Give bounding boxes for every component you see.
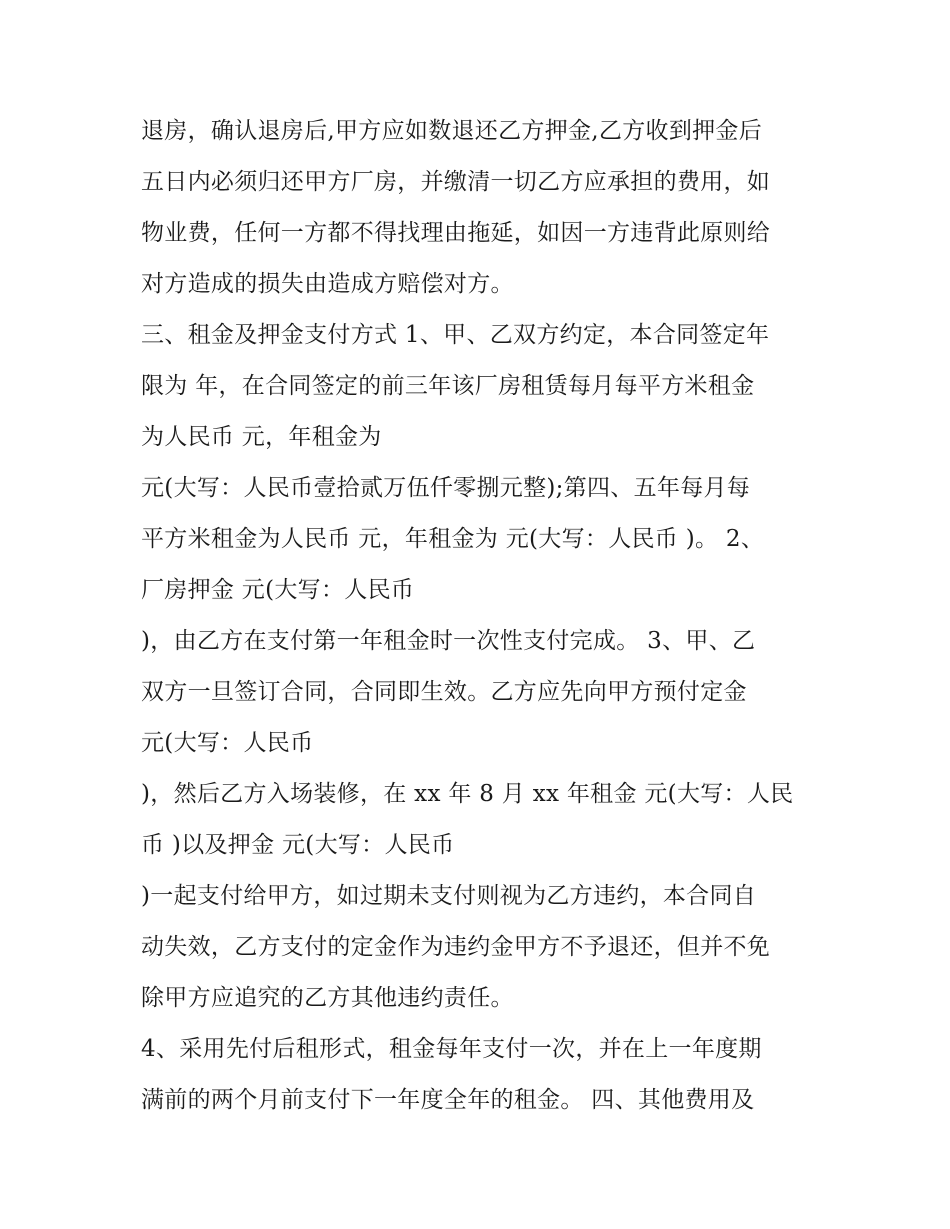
contract-text-body xyxy=(141,106,821,1126)
text-line: 4、采用先付后租形式，租金每年支付一次，并在上一年度期 xyxy=(141,1036,762,1062)
text-line: 退房，确认退房后,甲方应如数退还乙方押金,乙方收到押金后 xyxy=(141,118,763,144)
text-line: 对方造成的损失由造成方赔偿对方。 xyxy=(141,271,514,297)
text-line: 币 )以及押金 元(大写：人民币 xyxy=(141,832,455,858)
text-line: 三、租金及押金支付方式 1、甲、乙双方约定，本合同签定年 xyxy=(141,322,770,348)
text-line: 厂房押金 元(大写：人民币 xyxy=(141,577,415,603)
text-line: 物业费，任何一方都不得找理由拖延，如因一方违背此原则给 xyxy=(141,220,771,246)
text-line: 元(大写：人民币 xyxy=(141,730,314,756)
text-line: 为人民币 元，年租金为 xyxy=(141,424,382,450)
text-line: 除甲方应追究的乙方其他违约责任。 xyxy=(141,985,514,1011)
text-line: 平方米租金为人民币 元，年租金为 元(大写：人民币 )。 2、 xyxy=(141,526,765,552)
text-line: 五日内必须归还甲方厂房，并缴清一切乙方应承担的费用，如 xyxy=(141,169,771,195)
text-line: )，由乙方在支付第一年租金时一次性支付完成。 3、甲、乙 xyxy=(141,628,756,654)
text-line: )一起支付给甲方，如过期未支付则视为乙方违约，本合同自 xyxy=(141,883,757,909)
text-line: )，然后乙方入场装修，在 xx 年 8 月 xx 年租金 元(大写：人民 xyxy=(141,781,794,807)
text-line: 元(大写：人民币壹拾贰万伍仟零捌元整);第四、五年每月每 xyxy=(141,475,751,501)
text-line: 限为 年，在合同签定的前三年该厂房租赁每月每平方米租金 xyxy=(141,373,755,399)
text-line: 双方一旦签订合同，合同即生效。乙方应先向甲方预付定金 xyxy=(141,679,747,705)
text-line: 动失效，乙方支付的定金作为违约金甲方不予退还，但并不免 xyxy=(141,934,771,960)
text-line: 满前的两个月前支付下一年度全年的租金。 四、其他费用及 xyxy=(141,1087,755,1113)
